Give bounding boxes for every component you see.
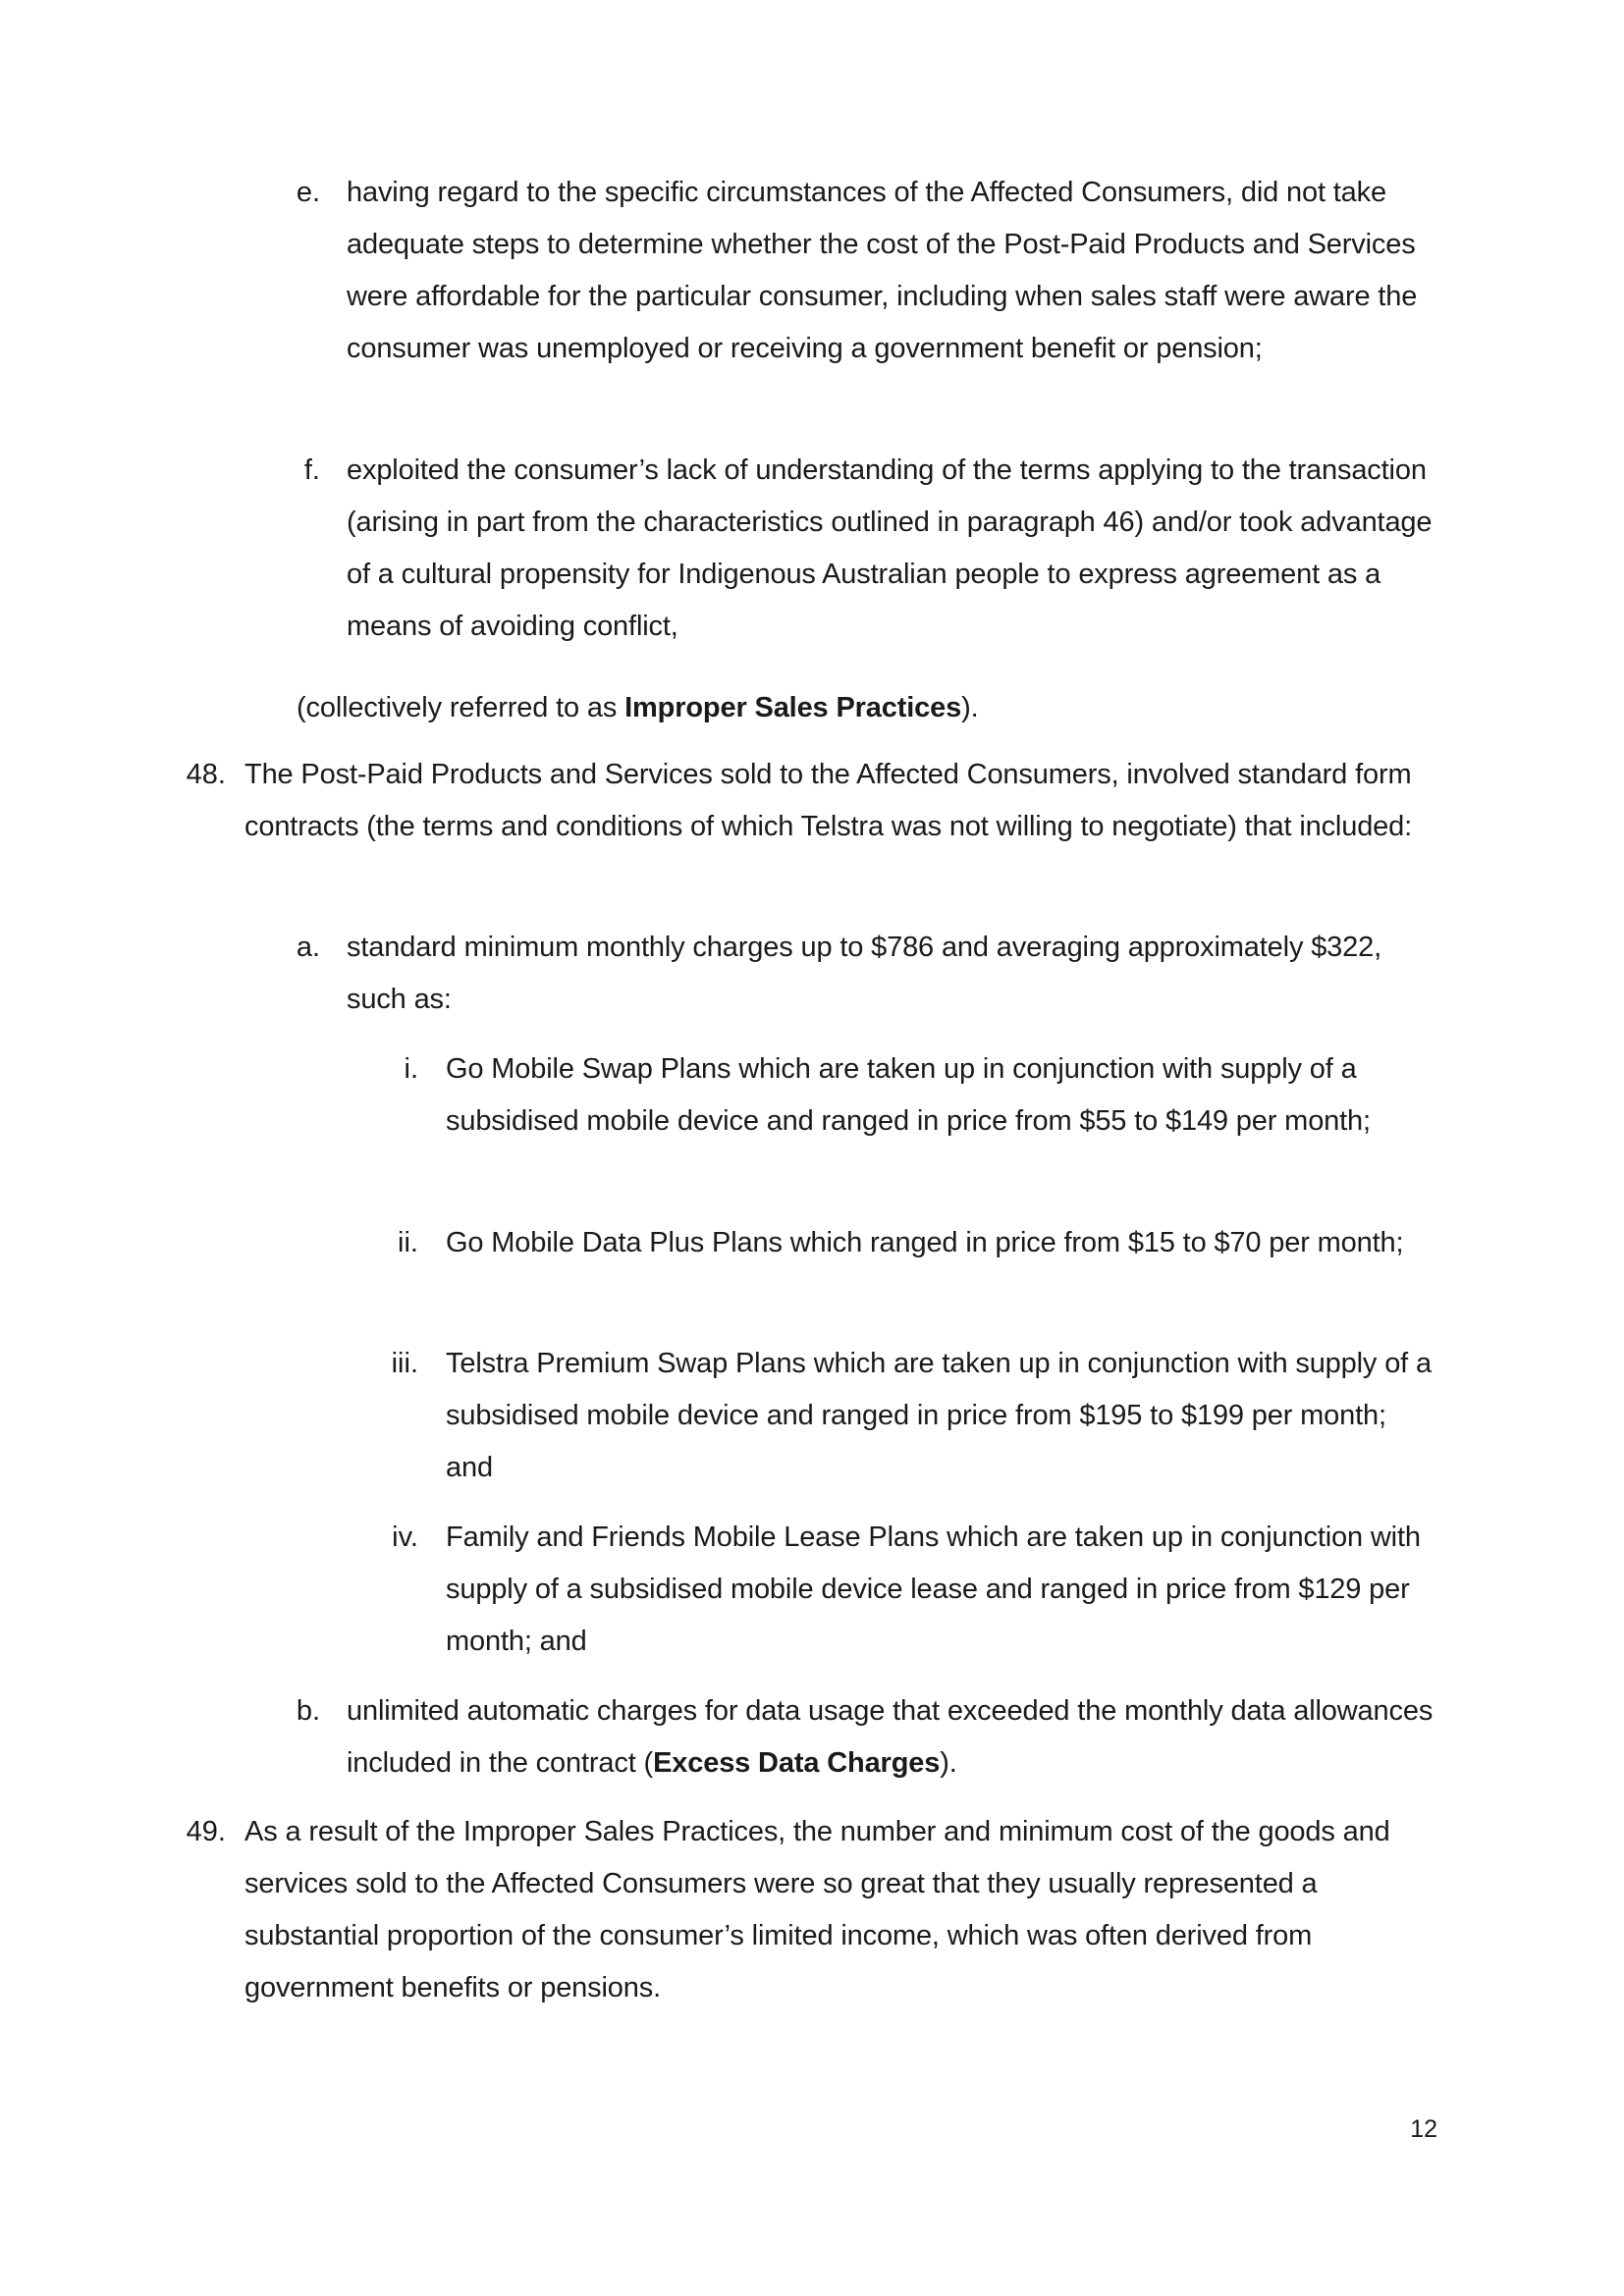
paragraph-48a-i: Go Mobile Swap Plans which are taken up in conjunction with supply of a subsidised mobile device and ranged in price from $55 to $149 per month; xyxy=(446,1053,1371,1137)
list-marker-b: b. xyxy=(296,1695,320,1727)
paragraph-48a-ii: Go Mobile Data Plus Plans which ranged in price from $15 to $70 per month; xyxy=(446,1227,1404,1258)
list-marker-e: e. xyxy=(296,177,320,208)
paragraph-number-48: 48. xyxy=(186,759,226,790)
paragraph-47f: exploited the consumer’s lack of understanding of the terms applying to the transaction (arising in part from the characteristics outlined in paragraph 46) and/or took advantage of a cultural propensity for Indigenous Australian people to express agreement as a means of avoiding conflict, xyxy=(347,454,1433,642)
defined-term-excess-data-charges: Excess Data Charges xyxy=(653,1747,941,1779)
collective-text-after: ). xyxy=(961,692,979,723)
paragraph-48: The Post-Paid Products and Services sold to the Affected Consumers, involved standard form contracts (the terms and conditions of which Telstra was not willing to negotiate) that included: xyxy=(244,759,1413,842)
paragraph-49: As a result of the Improper Sales Practices, the number and minimum cost of the goods and services sold to the Affected Consumers were so great that they usually represented a substantial proportion of the consumer’s limited income, which was often derived from government benefits or pensions. xyxy=(244,1816,1390,2003)
page-number: 12 xyxy=(1410,2115,1437,2143)
paragraph-48b xyxy=(347,1685,1446,1789)
collective-text-before: (collectively referred to as xyxy=(297,692,625,723)
list-marker-a: a. xyxy=(296,932,320,963)
paragraph-48a: standard minimum monthly charges up to $786 and averaging approximately $322, such as: xyxy=(347,932,1382,1015)
list-marker-f: f. xyxy=(303,454,320,486)
list-marker-i: i. xyxy=(404,1053,418,1085)
list-marker-iii: iii. xyxy=(391,1348,418,1379)
paragraph-48b-text-before: unlimited automatic charges for data usage that exceeded the monthly data allowances included in the contract ( xyxy=(347,1695,1434,1779)
defined-term-improper-sales-practices: Improper Sales Practices xyxy=(624,692,962,723)
paragraph-47e: having regard to the specific circumstances of the Affected Consumers, did not take adequate steps to determine whether the cost of the Post-Paid Products and Services were affordable for the particular consumer, including when sales staff were aware the consumer was unemployed or receiving a government benefit or pension; xyxy=(347,177,1418,364)
paragraph-48a-iv: Family and Friends Mobile Lease Plans which are taken up in conjunction with supply of a subsidised mobile device lease and ranged in price from $129 per month; and xyxy=(446,1522,1421,1657)
list-marker-iv: iv. xyxy=(392,1522,418,1553)
paragraph-48a-iii: Telstra Premium Swap Plans which are taken up in conjunction with supply of a subsidised mobile device and ranged in price from $195 to $199 per month; and xyxy=(446,1348,1432,1483)
collective-definition xyxy=(297,682,1435,734)
paragraph-48b-text-after: ). xyxy=(940,1747,957,1779)
list-marker-ii: ii. xyxy=(398,1227,418,1258)
paragraph-number-49: 49. xyxy=(186,1816,226,1847)
